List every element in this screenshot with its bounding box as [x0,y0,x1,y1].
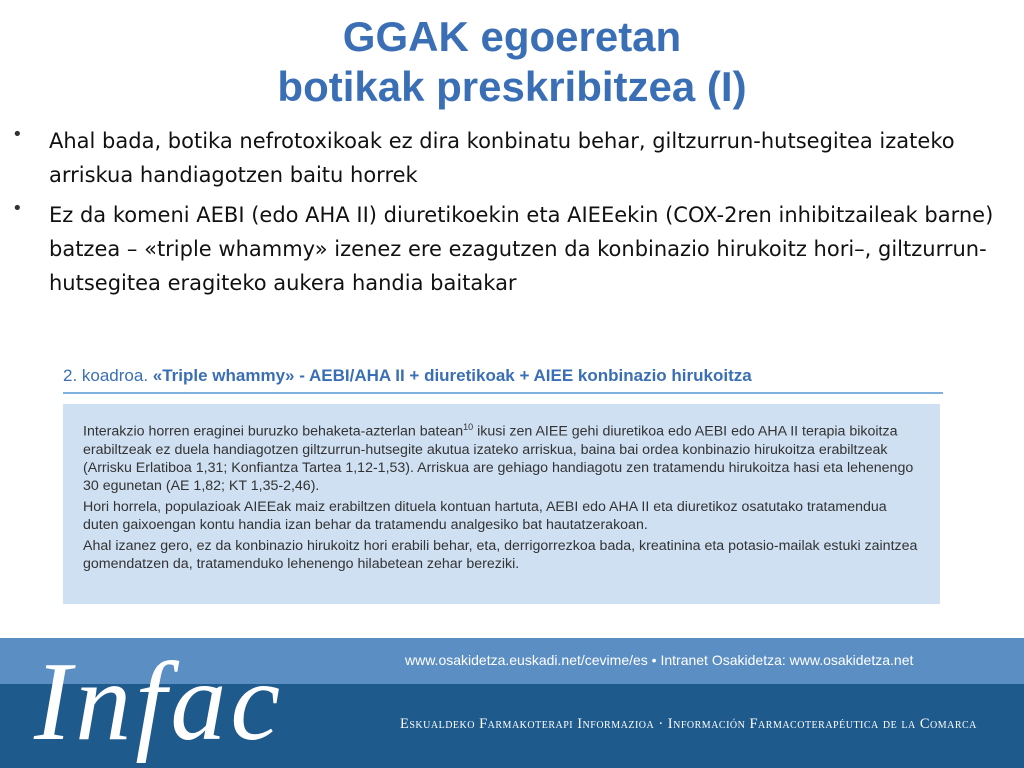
bullet-marker: • [12,198,23,219]
reference-number: 10 [463,422,474,432]
title-line-2: botikak preskribitzea (I) [277,63,747,110]
infac-logo: Infac [34,640,285,764]
footer-tagline: Eskualdeko Farmakoterapi Informazioa · Información Farmacoterapéutica de la Comarca [400,716,977,732]
info-box-text [83,418,923,576]
bullet-list [12,124,1017,306]
bullet-text: Ahal bada, botika nefrotoxikoak ez dira konbinatu behar, giltzurrun-hutsegitea izateko arriskua handiagotzen baitu horrek [49,129,955,187]
info-paragraph-1-rest: ikusi zen AIEE gehi diuretikoa edo AEBI edo AHA II terapia bikoitza erabiltzeak ez duela handiagotzen giltzurrun-hutsegite akutua izateko arriskua, baina bai ordea konbinazio hirukoitza erabiltzeak (Arrisku Erlatiboa 1,31; Konfiantza Tartea 1,12-1,53). Arriskua are gehiago handiagotu zen tratamendu hirukoitza hasi eta lehenengo 30 egunetan (AE 1,82; KT 1,35-2,46). [83,423,914,494]
slide-title [0,12,1024,112]
box-caption-title: «Triple whammy» - AEBI/AHA II + diuretikoak + AIEE konbinazio hirukoitza [152,366,752,385]
box-caption [63,366,943,394]
bullet-item [12,198,1017,300]
footer-banner [0,638,1024,768]
info-paragraph-1-start: Interakzio horren eraginei buruzko behaketa-azterlan batean [83,423,464,440]
bullet-item [12,124,1017,192]
bullet-text: Ez da komeni AEBI (edo AHA II) diuretikoekin eta AIEEekin (COX-2ren inhibitzaileak barne) batzea – «triple whammy» izenez ere ezagutzen da konbinazio hirukoitz hori–, giltzurrun-hutsegitea eragiteko aukera handia baitakar [49,203,994,295]
info-box [63,404,940,604]
title-line-1: GGAK egoeretan [342,13,682,60]
info-paragraph-1 [83,418,923,495]
footer-links: www.osakidetza.euskadi.net/cevime/es • Intranet Osakidetza: www.osakidetza.net [405,652,914,668]
bullet-marker: • [12,124,23,145]
info-paragraph-2: Hori horrela, populazioak AIEEak maiz erabiltzen dituela kontuan hartuta, AEBI edo AHA II eta diuretikoz osatutako tratamendua duten gaixoengan kontu handia izan behar da tratamendu analgesiko bat hautatzerakoan. [83,498,887,533]
box-caption-prefix: 2. koadroa. [63,366,153,385]
info-paragraph-3: Ahal izanez gero, ez da konbinazio hirukoitz hori erabili behar, eta, derrigorrezkoa bada, kreatinina eta potasio-mailak estuki zaintzea gomendatzen da, tratamenduko lehenengo hilabetean zehar bereziki. [83,537,918,572]
